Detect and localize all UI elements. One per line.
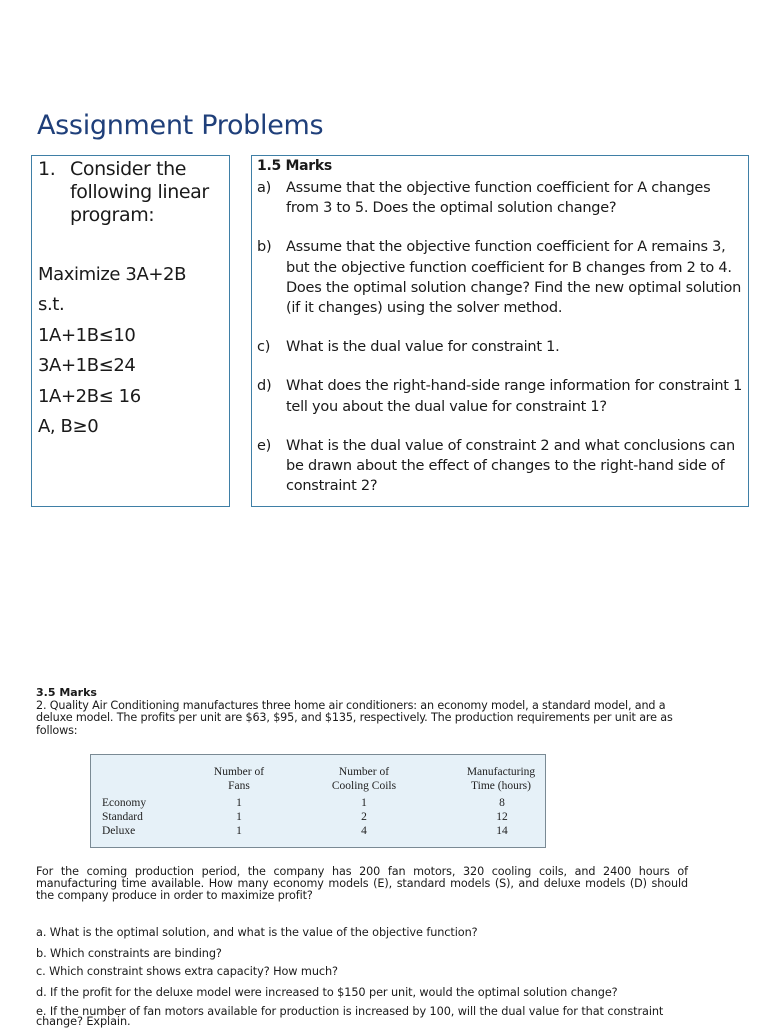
table-cell: 4 bbox=[361, 825, 367, 837]
production-requirements-table bbox=[90, 754, 546, 848]
item-label: a) bbox=[257, 180, 272, 196]
list-item bbox=[257, 337, 745, 357]
table-cell: 8 bbox=[499, 797, 505, 809]
table-cell: 1 bbox=[236, 811, 242, 823]
column-header-cooling-coils: Number of Cooling Coils bbox=[331, 766, 397, 792]
column-header-fans: Number of Fans bbox=[213, 766, 265, 792]
lp-nonnegativity: A, B≥0 bbox=[38, 415, 99, 437]
question-1-text: Consider the following linear program: bbox=[70, 158, 209, 226]
table-cell: 14 bbox=[496, 825, 508, 837]
table-cell: 1 bbox=[361, 797, 367, 809]
item-text: What does the right-hand-side range information for constraint 1 tell you about the dual value for constraint 1? bbox=[286, 378, 743, 415]
item-text: Assume that the objective function coefficient for A remains 3, but the objective function coefficient for B changes from 2 to 4. Does the optimal solution change? Find the new optimal solution (if it changes) using the solver method. bbox=[286, 239, 742, 317]
item-text: What is the dual value for constraint 1. bbox=[286, 339, 560, 356]
lp-subject-to: s.t. bbox=[38, 294, 65, 316]
column-header-manufacturing-time: Manufacturing Time (hours) bbox=[466, 766, 536, 792]
marks-label: 3.5 Marks bbox=[36, 686, 97, 699]
question-2-section bbox=[36, 686, 696, 737]
table-cell: 12 bbox=[496, 811, 508, 823]
question-1-parts-box bbox=[251, 155, 749, 507]
table-cell: 2 bbox=[361, 811, 367, 823]
question-2-intro: 2. Quality Air Conditioning manufactures three home air conditioners: an economy model, a standard model, and a deluxe model. The profits per unit are $63, $95, and $135, respectively. The production requirements per unit are as follows: bbox=[36, 699, 673, 737]
page-title: Assignment Problems bbox=[37, 110, 324, 141]
lp-formulation bbox=[38, 260, 186, 442]
subquestion-c: c. Which constraint shows extra capacity? How much? bbox=[36, 965, 338, 978]
subquestion-b: b. Which constraints are binding? bbox=[36, 947, 222, 960]
lp-constraint-1: 1A+1B≤10 bbox=[38, 324, 136, 346]
lp-constraint-2: 3A+1B≤24 bbox=[38, 355, 136, 377]
table-cell: 1 bbox=[236, 825, 242, 837]
question-number: 1. bbox=[38, 158, 56, 180]
row-label-economy: Economy bbox=[102, 797, 147, 809]
row-label-deluxe: Deluxe bbox=[102, 825, 136, 837]
item-text: Assume that the objective function coefficient for A changes from 3 to 5. Does the optimal solution change? bbox=[286, 180, 711, 217]
list-item bbox=[257, 237, 745, 318]
question-1-heading bbox=[38, 158, 223, 227]
marks-label: 1.5 Marks bbox=[257, 158, 332, 174]
item-label: b) bbox=[257, 239, 272, 256]
item-text: What is the dual value of constraint 2 and what conclusions can be drawn about the effect of changes to the right-hand side of constraint 2? bbox=[286, 437, 735, 495]
subquestion-d: d. If the profit for the deluxe model were increased to $150 per unit, would the optimal solution change? bbox=[36, 986, 618, 999]
subquestion-e: e. If the number of fan motors available for production is increased by 100, will the dual value for that constraint bbox=[36, 1005, 664, 1018]
lp-constraint-3: 1A+2B≤ 16 bbox=[38, 385, 141, 407]
item-label: d) bbox=[257, 378, 272, 395]
subquestion-a: a. What is the optimal solution, and what is the value of the objective function? bbox=[36, 926, 478, 939]
table-cell: 1 bbox=[236, 797, 242, 809]
list-item bbox=[257, 178, 745, 218]
question-2-paragraph: For the coming production period, the company has 200 fan motors, 320 cooling coils, and 2400 hours of manufacturing time available. How many economy models (E), standard models (S), and deluxe models (D) should the company produce in order to maximize profit? bbox=[36, 865, 688, 902]
list-item bbox=[257, 376, 745, 416]
question-1-parts-list bbox=[257, 178, 745, 515]
item-label: c) bbox=[257, 339, 271, 356]
list-item bbox=[257, 436, 745, 497]
lp-objective: Maximize 3A+2B bbox=[38, 264, 187, 285]
linear-program-box bbox=[31, 155, 230, 507]
item-label: e) bbox=[257, 437, 272, 454]
subquestion-e-continued: change? Explain. bbox=[36, 1015, 131, 1028]
row-label-standard: Standard bbox=[102, 811, 143, 823]
